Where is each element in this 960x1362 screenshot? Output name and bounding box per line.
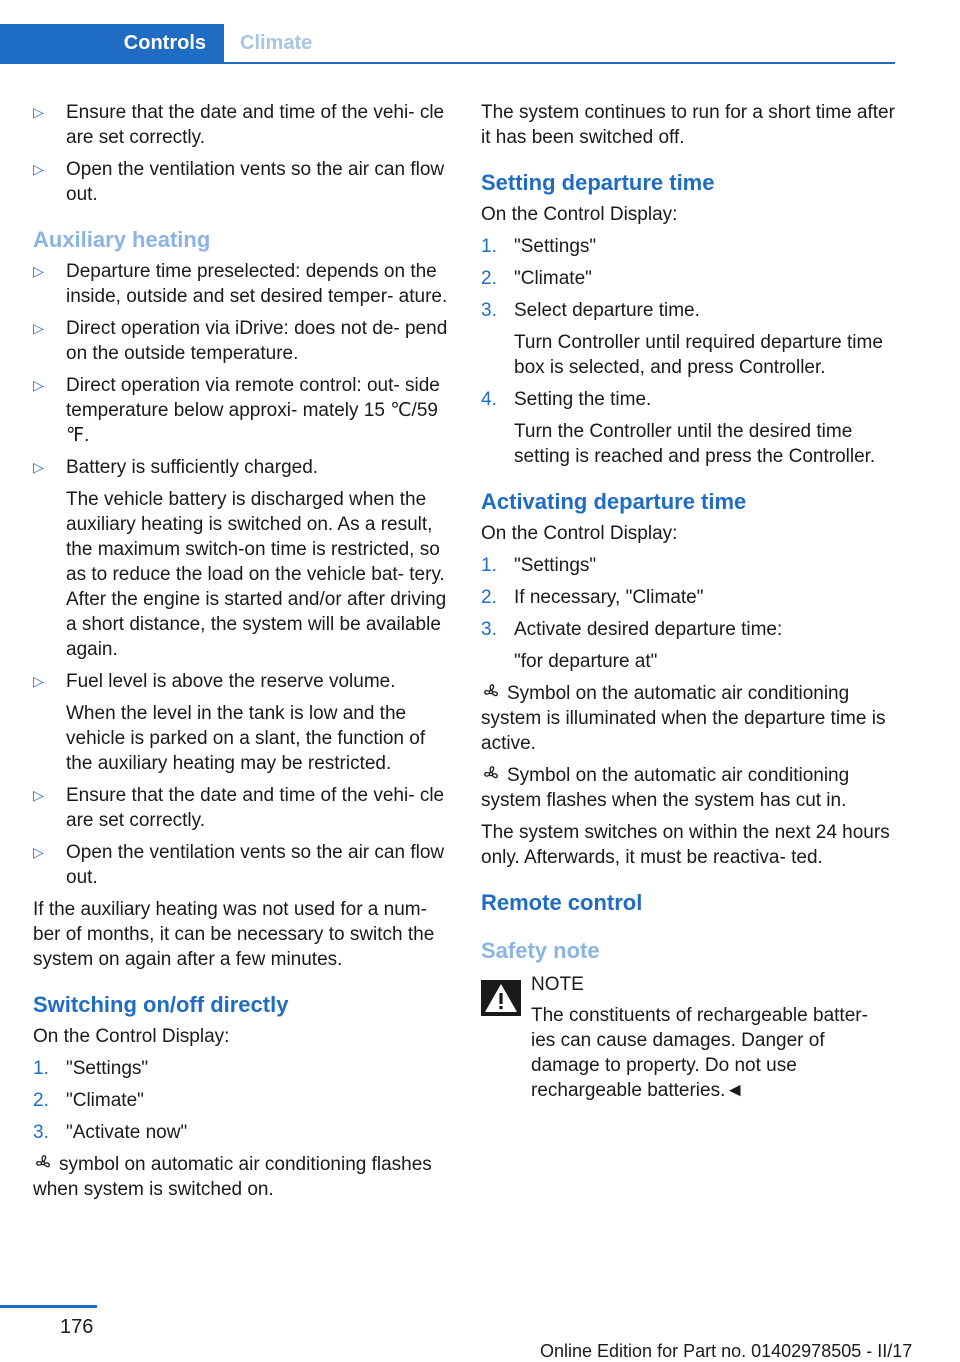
- safety-note: [481, 972, 896, 1103]
- fan-icon: [481, 683, 501, 701]
- triangle-bullet-icon: ▷: [33, 161, 44, 177]
- section-heading-activating-departure: Activating departure time: [481, 489, 747, 514]
- step-number: 2.: [481, 268, 497, 289]
- list-item: ▷ Ensure that the date and time of the vehi‐ cle are set correctly.: [33, 785, 445, 831]
- page-number: 176: [60, 1316, 94, 1338]
- list-item: 4. Setting the time. Turn the Controller until the desired time setting is reached and press the Controller.: [481, 389, 876, 467]
- list-item: ▷ Open the ventilation vents so the air can flow out.: [33, 842, 445, 888]
- symbol-illuminated-paragraph: Symbol on the automatic air conditioning system is illuminated when the departure time is active.: [481, 683, 886, 754]
- list-item: 1. "Settings": [481, 555, 597, 576]
- list-item: 2. "Climate": [481, 268, 592, 289]
- note-label: NOTE: [531, 974, 584, 995]
- edition-footer: Online Edition for Part no. 01402978505 - II/17: [540, 1341, 913, 1361]
- list-item: ▷ Departure time preselected: depends on the inside, outside and set desired temper‐ ature.: [33, 261, 448, 307]
- intro-paragraph: The system continues to run for a short time after it has been switched off.: [481, 102, 895, 148]
- warning-triangle-icon: [481, 980, 521, 1016]
- list-item: 3. Select departure time. Turn Controller until required departure time box is selected, and press Controller.: [481, 300, 883, 378]
- triangle-bullet-icon: ▷: [33, 320, 44, 336]
- list-item: 2. "Climate": [33, 1090, 144, 1111]
- list-item: 1. "Settings": [33, 1058, 149, 1079]
- step-number: 2.: [33, 1090, 49, 1111]
- triangle-bullet-icon: ▷: [33, 104, 44, 120]
- triangle-bullet-icon: ▷: [33, 787, 44, 803]
- list-item: ▷ Fuel level is above the reserve volume. When the level in the tank is low and the vehicle is parked on a slant, the function of the auxiliary heating may be restricted.: [33, 671, 426, 774]
- section-heading-safety-note: Safety note: [481, 938, 600, 963]
- switch-symbol-paragraph: symbol on automatic air conditioning flashes when system is switched on.: [33, 1154, 432, 1200]
- section-heading-setting-departure: Setting departure time: [481, 170, 715, 195]
- header-tabs: [0, 24, 895, 64]
- list-item: ▷ Open the ventilation vents so the air can flow out.: [33, 159, 445, 205]
- step-number: 3.: [33, 1122, 49, 1143]
- tab-controls[interactable]: Controls: [0, 24, 224, 62]
- triangle-bullet-icon: ▷: [33, 459, 44, 475]
- step-number: 3.: [481, 300, 497, 321]
- list-item: ▷ Ensure that the date and time of the vehi‐ cle are set correctly.: [33, 102, 445, 148]
- list-item: 3. "Activate now": [33, 1122, 188, 1143]
- section-heading-auxiliary-heating: Auxiliary heating: [33, 227, 211, 252]
- list-item: ▷ Direct operation via iDrive: does not de‐ pend on the outside temperature.: [33, 318, 448, 364]
- step-number: 4.: [481, 389, 497, 410]
- step-number: 1.: [481, 236, 497, 257]
- list-item: ▷ Direct operation via remote control: out‐ side temperature below approxi‐ mately 15 ℃/59 ℉.: [33, 375, 440, 446]
- months-paragraph: If the auxiliary heating was not used for a num‐ ber of months, it can be necessary to switch the system on again after a few minutes.: [33, 899, 435, 970]
- list-item: ▷ Battery is sufficiently charged. The vehicle battery is discharged when the auxiliary heating is switched on. As a result, the maximum switch-on time is restricted, so as to reduce the load on the vehicle bat‐ tery. After the engine is started and/or after driving a short distance, the system will be available again.: [33, 457, 447, 660]
- tab-climate[interactable]: Climate: [240, 32, 313, 54]
- triangle-bullet-icon: ▷: [33, 844, 44, 860]
- list-item: 3. Activate desired departure time: "for departure at": [481, 619, 783, 672]
- symbol-flashes-paragraph: Symbol on the automatic air conditioning system flashes when the system has cut in.: [481, 765, 850, 811]
- step-number: 3.: [481, 619, 497, 640]
- switch-intro: On the Control Display:: [33, 1026, 230, 1047]
- step-number: 2.: [481, 587, 497, 608]
- step-number: 1.: [481, 555, 497, 576]
- list-item: 1. "Settings": [481, 236, 597, 257]
- left-column: [33, 100, 448, 1209]
- page-number-rule: [0, 1305, 97, 1308]
- section-heading-remote-control: Remote control: [481, 890, 643, 915]
- section-heading-switching: Switching on/off directly: [33, 992, 289, 1017]
- triangle-bullet-icon: ▷: [33, 673, 44, 689]
- activating-intro: On the Control Display:: [481, 523, 678, 544]
- right-column: [481, 100, 896, 1103]
- setting-intro: On the Control Display:: [481, 204, 678, 225]
- fan-icon: [481, 765, 501, 783]
- hours-paragraph: The system switches on within the next 24 hours only. Afterwards, it must be reactiva‐ ted.: [481, 822, 890, 868]
- triangle-bullet-icon: ▷: [33, 377, 44, 393]
- note-line: The constituents of rechargeable batter‐: [531, 1005, 868, 1026]
- list-item: 2. If necessary, "Climate": [481, 587, 704, 608]
- fan-icon: [33, 1154, 53, 1172]
- step-number: 1.: [33, 1058, 49, 1079]
- triangle-bullet-icon: ▷: [33, 263, 44, 279]
- note-rest: ies can cause damages. Danger of damage to property. Do not use rechargeable batteries.◄: [531, 1030, 825, 1101]
